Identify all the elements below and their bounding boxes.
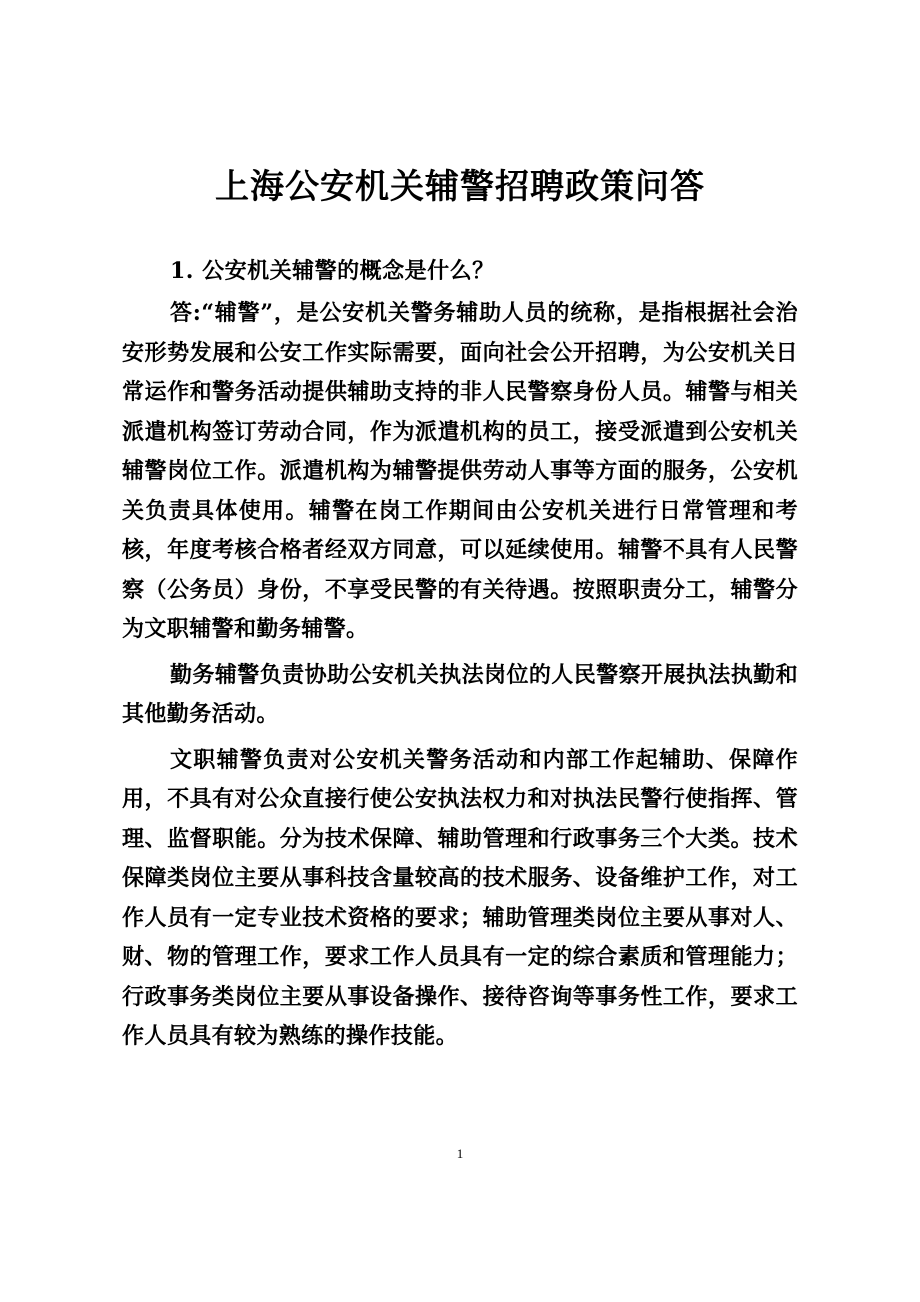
- question-heading: 1. 公安机关辅警的概念是什么？: [170, 258, 495, 284]
- civilian-auxiliary-paragraph: 文职辅警负责对公安机关警务活动和内部工作起辅助、保障作用，不具有对公众直接行使公安执法权力和对执法民警行使指挥、管理、监督职能。分为技术保障、辅助管理和行政事务三个大类。技术保障类岗位主要从事科技含量较高的技术服务、设备维护工作，对工作人员有一定专业技术资格的要求；辅助管理类岗位主要从事对人、财、物的管理工作，要求工作人员具有一定的综合素质和管理能力；行政事务类岗位主要从事设备操作、接待咨询等事务性工作，要求工作人员具有较为熟练的操作技能。: [122, 746, 798, 1049]
- answer-paragraph: 答:“辅警”，是公安机关警务辅助人员的统称，是指根据社会治安形势发展和公安工作实际需要，面向社会公开招聘，为公安机关日常运作和警务活动提供辅助支持的非人民警察身份人员。辅警与相关派遣机构签订劳动合同，作为派遣机构的员工，接受派遣到公安机关辅警岗位工作。派遣机构为辅警提供劳动人事等方面的服务，公安机关负责具体使用。辅警在岗工作期间由公安机关进行日常管理和考核，年度考核合格者经双方同意，可以延续使用。辅警不具有人民警察（公务员）身份，不享受民警的有关待遇。按照职责分工，辅警分为文职辅警和勤务辅警。: [122, 300, 798, 642]
- page-number: 1: [456, 1146, 464, 1161]
- document-body: [122, 248, 798, 1063]
- document-title: 上海公安机关辅警招聘政策问答: [215, 167, 705, 207]
- duty-auxiliary-paragraph: 勤务辅警负责协助公安机关执法岗位的人民警察开展执法执勤和其他勤务活动。: [122, 661, 798, 727]
